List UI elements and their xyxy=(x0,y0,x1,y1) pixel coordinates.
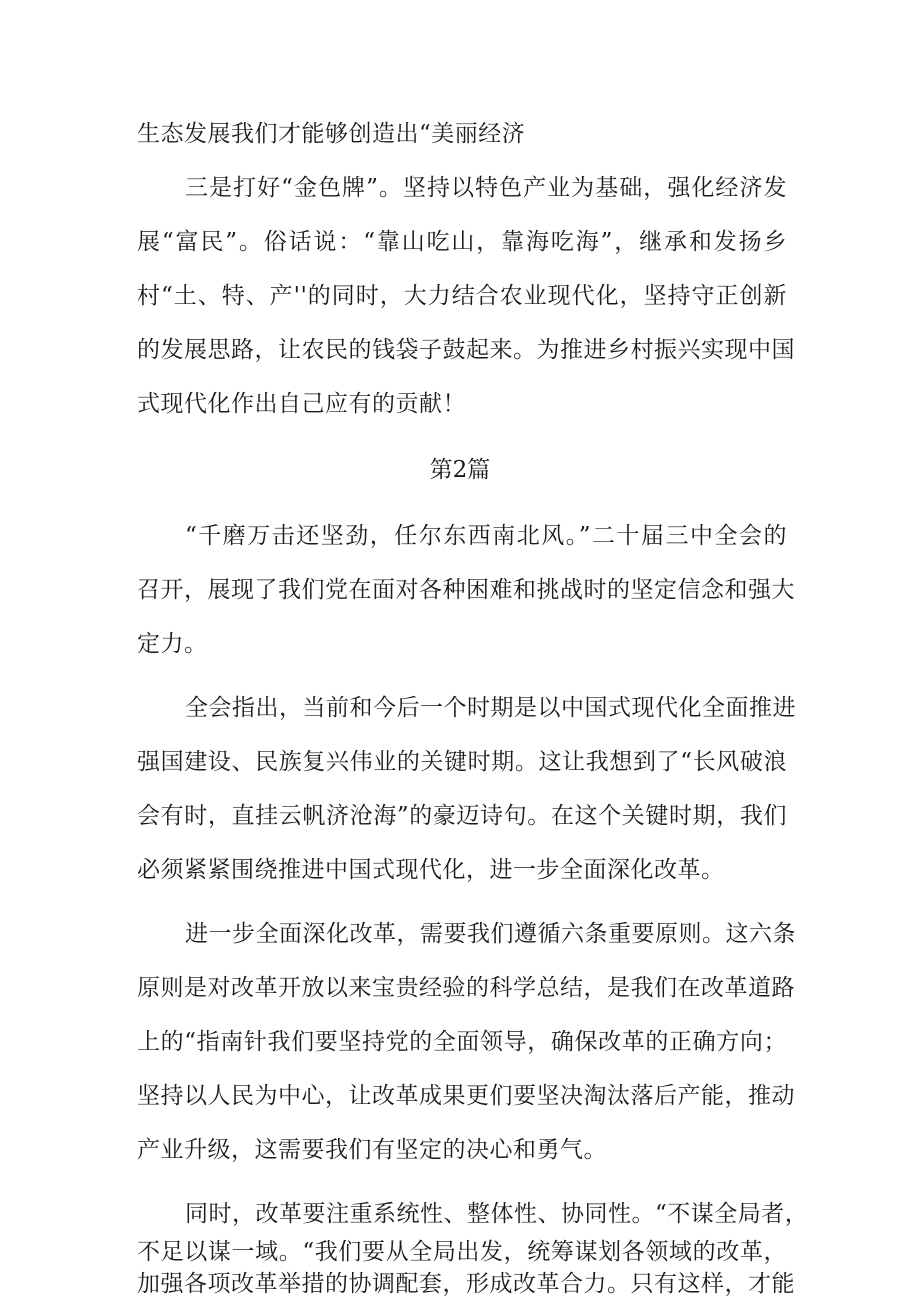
para1-line-3: 定力。 xyxy=(137,631,208,657)
para2-line-1: 全会指出，当前和今后一个时期是以中国式现代化全面推进 xyxy=(185,695,796,721)
para4-line-2: 不足以谋一域。“我们要从全局出发，统筹谋划各领域的改革， xyxy=(137,1239,787,1265)
section3-line-1: 三是打好“金色牌”。坚持以特色产业为基础，强化经济发 xyxy=(185,175,787,201)
section-heading: 第2篇 xyxy=(429,457,491,483)
section3-line-2: 展“富民”。俗话说：“靠山吃山，靠海吃海”，继承和发扬乡 xyxy=(137,229,787,255)
para2-line-3: 会有时，直挂云帆济沧海”的豪迈诗句。在这个关键时期，我们 xyxy=(137,803,787,829)
para3-line-5: 产业升级，这需要我们有坚定的决心和勇气。 xyxy=(137,1137,607,1163)
para3-line-1: 进一步全面深化改革，需要我们遵循六条重要原则。这六条 xyxy=(185,921,796,947)
section3-line-4: 的发展思路，让农民的钱袋子鼓起来。为推进乡村振兴实现中国 xyxy=(137,337,795,363)
para3-line-4: 坚持以人民为中心，让改革成果更们要坚决淘汰落后产能，推动 xyxy=(137,1083,795,1109)
continuation-line: 生态发展我们才能够创造出“美丽经济 xyxy=(137,121,526,147)
para3-line-2: 原则是对改革开放以来宝贵经验的科学总结，是我们在改革道路 xyxy=(137,975,795,1001)
section3-line-5: 式现代化作出自己应有的贡献！ xyxy=(137,391,466,417)
para4-line-3: 加强各项改革举措的协调配套，形成改革合力。只有这样，才能 xyxy=(137,1271,795,1297)
para2-line-4: 必须紧紧围绕推进中国式现代化，进一步全面深化改革。 xyxy=(137,857,725,883)
para1-line-1: “千磨万击还坚劲，任尔东西南北风。”二十届三中全会的 xyxy=(185,523,787,549)
para4-line-1: 同时，改革要注重系统性、整体性、协同性。“不谋全局者， xyxy=(185,1201,809,1227)
para1-line-2: 召开，展现了我们党在面对各种困难和挑战时的坚定信念和强大 xyxy=(137,577,795,603)
section3-line-3: 村“土、特、产''的同时，大力结合农业现代化，坚持守正创新 xyxy=(137,283,787,309)
para3-line-3: 上的“指南针我们要坚持党的全面领导，确保改革的正确方向； xyxy=(137,1029,787,1055)
para2-line-2: 强国建设、民族复兴伟业的关键时期。这让我想到了“长风破浪 xyxy=(137,749,787,775)
